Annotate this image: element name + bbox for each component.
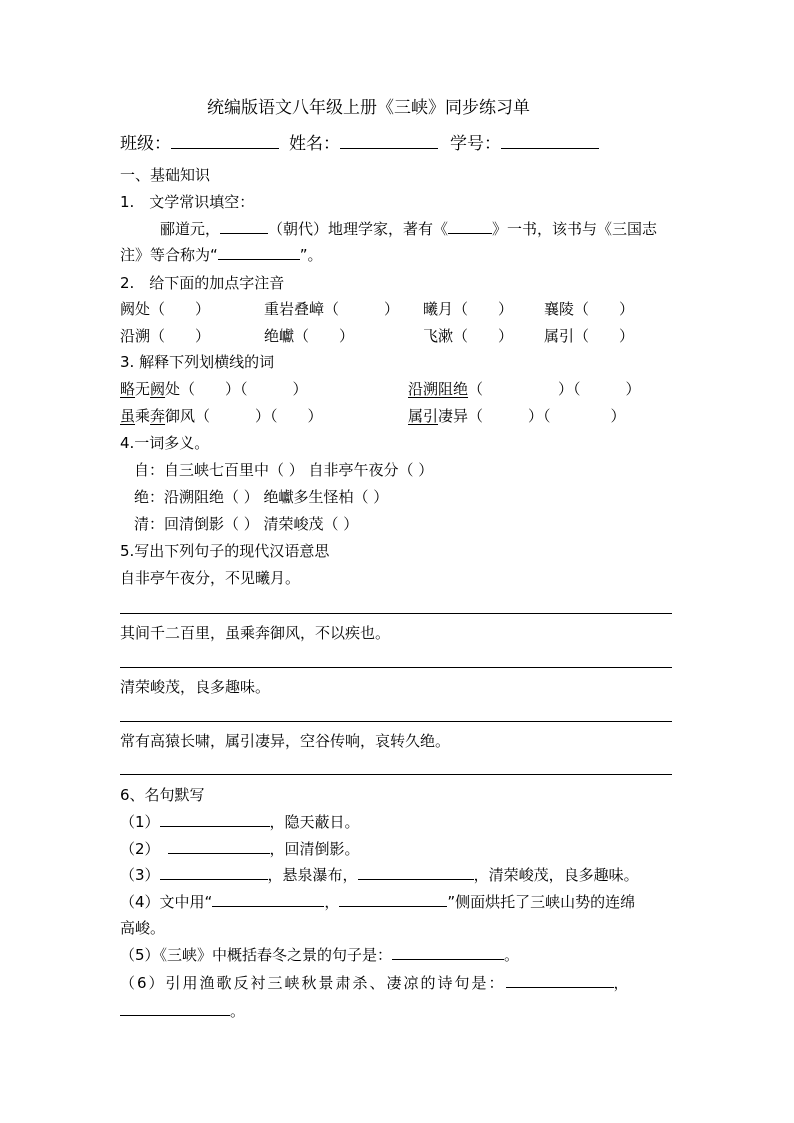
fill-blank[interactable]: [168, 839, 270, 854]
q3-item: 沿溯阻绝（ ）（ ）: [408, 380, 641, 398]
q4-line: 绝：沿溯阻绝（ ） 绝巘多生怪柏（ ）: [134, 488, 389, 506]
q4-line: 清：回清倒影（ ） 清荣峻茂（ ）: [134, 515, 359, 533]
fill-blank[interactable]: [120, 1001, 230, 1016]
q3-item: 略无阙处（ ）（ ）: [120, 380, 308, 398]
q1-collective-name-blank[interactable]: [218, 245, 300, 260]
recitation-item-6: （6）引用渔歌反衬三峡秋景肃杀、凄凉的诗句是： ，: [120, 974, 631, 992]
page-title: 统编版语文八年级上册《三峡》同步练习单: [207, 98, 530, 118]
q2-item: 飞漱（ ）: [423, 327, 514, 345]
question-1-label: 1. 文学常识填空：: [120, 193, 255, 211]
fill-blank[interactable]: [358, 865, 474, 880]
q2-item: 绝巘（ ）: [264, 327, 355, 345]
recitation-item-5: （5）《三峡》中概括春冬之景的句子是： 。: [120, 946, 520, 964]
student-info-row: [120, 134, 599, 154]
q5-sentence: 常有高猿长啸，属引凄异，空谷传响，哀转久绝。: [120, 732, 451, 750]
section-heading-recitation: 6、名句默写: [120, 786, 205, 804]
q5-sentence: 其间千二百里，虽乘奔御风，不以疾也。: [120, 624, 391, 642]
number-label: 学号：: [450, 134, 501, 154]
q2-item: 沿溯（ ）: [120, 327, 211, 345]
q3-item: 虽乘奔御风（ ）（ ）: [120, 407, 323, 425]
fill-blank[interactable]: [392, 945, 504, 960]
q5-sentence: 清荣峻茂，良多趣味。: [120, 678, 271, 696]
answer-line[interactable]: [120, 613, 672, 614]
question-2-label: 2. 给下面的加点字注音: [120, 274, 285, 292]
q3-item: 属引凄异（ ）（ ）: [408, 407, 626, 425]
question-5-label: 5.写出下列句子的现代汉语意思: [120, 542, 330, 560]
fill-blank[interactable]: [212, 892, 324, 907]
fill-blank[interactable]: [160, 865, 268, 880]
class-field[interactable]: [171, 134, 279, 149]
question-1-line-1: [160, 219, 657, 239]
name-field[interactable]: [340, 134, 438, 149]
q1-text-b: （朝代）地理学家，著有《: [268, 220, 449, 238]
q2-item: 阙处（ ）: [120, 300, 211, 318]
q1-text-e: ”。: [299, 246, 323, 264]
q2-item: 襄陵（ ）: [544, 300, 635, 318]
answer-line[interactable]: [120, 667, 672, 668]
q4-line: 自：自三峡七百里中（ ） 自非亭午夜分（ ）: [134, 461, 434, 479]
recitation-item-4-cont: 高峻。: [120, 919, 166, 937]
class-label: 班级：: [120, 134, 171, 154]
section-heading-basics: 一、基础知识: [120, 166, 211, 184]
recitation-item-2: （2） ，回清倒影。: [120, 840, 360, 858]
q2-item: 属引（ ）: [544, 327, 635, 345]
name-label: 姓名：: [289, 134, 340, 154]
q5-sentence: 自非亭午夜分，不见曦月。: [120, 569, 301, 587]
q2-item: 重岩叠嶂（ ）: [264, 300, 400, 318]
number-field[interactable]: [501, 134, 599, 149]
question-4-label: 4.一词多义。: [120, 434, 210, 452]
q1-text-d: 注》等合称为“: [120, 246, 218, 264]
q1-book-blank[interactable]: [448, 219, 492, 234]
answer-line[interactable]: [120, 774, 672, 775]
recitation-item-6-cont: 。: [120, 1001, 245, 1021]
q1-dynasty-blank[interactable]: [220, 219, 268, 234]
q1-text-c: 》一书，该书与《三国志: [492, 220, 658, 238]
fill-blank[interactable]: [339, 892, 447, 907]
fill-blank[interactable]: [506, 973, 614, 988]
answer-line[interactable]: [120, 721, 672, 722]
q1-text-a: 郦道元，: [160, 220, 221, 238]
recitation-item-1: （1） ，隐天蔽日。: [120, 813, 360, 831]
question-1-line-2: [120, 245, 323, 265]
fill-blank[interactable]: [160, 812, 270, 827]
recitation-item-3: （3） ，悬泉瀑布， ，清荣峻茂，良多趣味。: [120, 866, 639, 884]
q2-item: 曦月（ ）: [423, 300, 514, 318]
question-3-label: 3. 解释下列划横线的词: [120, 353, 275, 371]
recitation-item-4: （4）文中用“ ， ”侧面烘托了三峡山势的连绵: [120, 893, 636, 911]
